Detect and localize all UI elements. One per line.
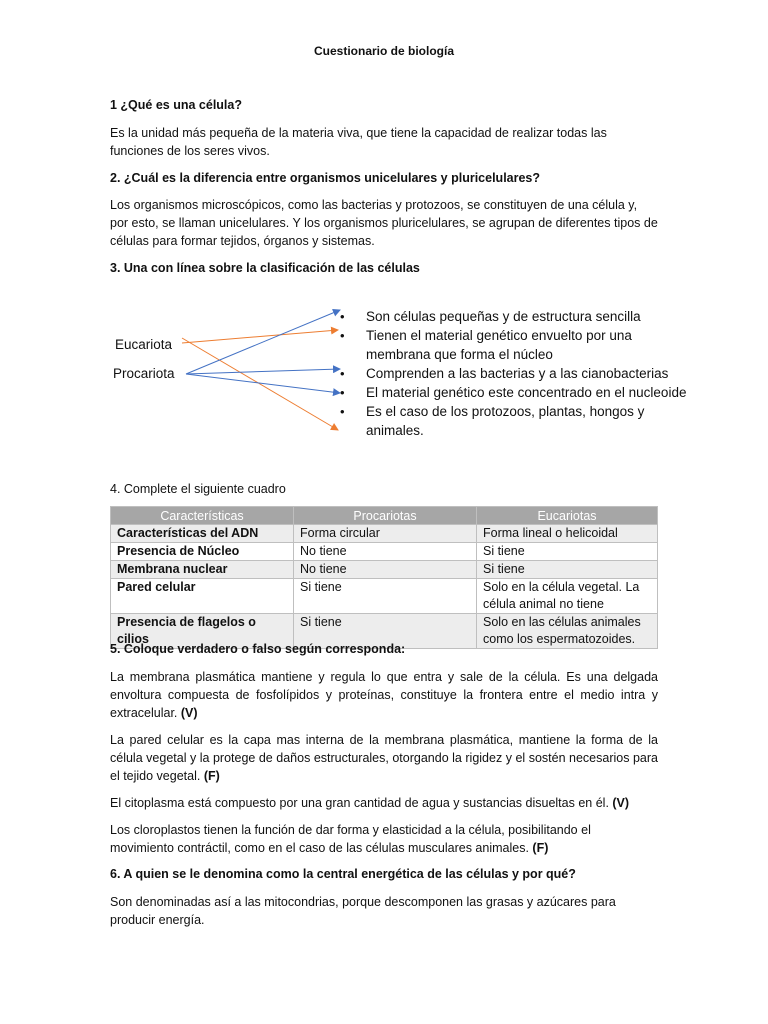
list-item <box>340 326 690 364</box>
question-4: 4. Complete el siguiente cuadro <box>110 482 286 496</box>
header-eucariotas: Eucariotas <box>477 507 658 525</box>
table-row <box>111 525 658 543</box>
cell-procariotas: No tiene <box>294 561 477 579</box>
tf-statement-text: La pared celular es la capa mas interna de la membrana plasmática, mantiene la forma de la célula vegetal y la protege de daños estructurales, otorgando la rigidez y el sostén necesarios para el tejido vegetal. <box>110 733 658 783</box>
row-header: Características del ADN <box>111 525 294 543</box>
cell-procariotas: No tiene <box>294 543 477 561</box>
question-1: 1 ¿Qué es una célula? <box>110 98 242 112</box>
tf-statement-text: El citoplasma está compuesto por una gran cantidad de agua y sustancias disueltas en él. <box>110 796 613 810</box>
row-header: Presencia de Núcleo <box>111 543 294 561</box>
label-procariota: Procariota <box>113 366 175 381</box>
cell-eucariotas: Si tiene <box>477 543 658 561</box>
tf-answer: (F) <box>203 769 220 783</box>
list-item-text: El material genético este concentrado en el nucleoide <box>366 385 687 400</box>
tf-answer: (V) <box>180 706 198 720</box>
list-item <box>340 364 690 383</box>
table-row <box>111 543 658 561</box>
list-item-text: Comprenden a las bacterias y a las cianobacterias <box>366 366 669 381</box>
list-item-text: Son células pequeñas y de estructura sencilla <box>366 309 641 324</box>
document-title: Cuestionario de biología <box>313 44 454 58</box>
cell-eucariotas: Solo en las células animales como los espermatozoides. <box>477 614 658 649</box>
header-procariotas: Procariotas <box>294 507 477 525</box>
line-procariota-to-nucleoide <box>186 374 340 393</box>
tf-statement-text: La membrana plasmática mantiene y regula lo que entra y sale de la célula. Es una delgada envoltura compuesta de fosfolípidos y proteínas, constituye la frontera entre el medio intra y extracelular. <box>110 670 658 720</box>
table-row <box>111 561 658 579</box>
header-caracteristicas: Características <box>111 507 294 525</box>
label-eucariota: Eucariota <box>115 337 173 352</box>
answer-6: Son denominadas así a las mitocondrias, porque descomponen las grasas y azúcares para producir energía. <box>110 895 616 927</box>
answer-1: Es la unidad más pequeña de la materia viva, que tiene la capacidad de realizar todas las funciones de los seres vivos. <box>110 126 607 158</box>
comparison-table <box>110 506 658 649</box>
question-5: 5. Coloque verdadero o falso según corresponda: <box>110 642 406 656</box>
tf-statement <box>110 821 658 857</box>
list-item-text: Tienen el material genético envuelto por una membrana que forma el núcleo <box>366 328 632 362</box>
line-procariota-to-bacterias <box>186 369 340 374</box>
line-eucariota-to-protozoos <box>182 338 338 430</box>
bullet-glyph: • <box>340 309 345 324</box>
list-item <box>340 402 690 440</box>
question-3: 3. Una con línea sobre la clasificación de las células <box>110 261 420 275</box>
tf-answer: (V) <box>612 796 630 810</box>
list-item-text: Es el caso de los protozoos, plantas, hongos y animales. <box>366 404 645 438</box>
bullet-glyph: • <box>340 404 345 419</box>
list-item <box>340 383 690 402</box>
bullet-glyph: • <box>340 385 345 400</box>
row-header: Membrana nuclear <box>111 561 294 579</box>
row-header: Presencia de flagelos o cilios <box>111 614 294 649</box>
list-item <box>340 307 690 326</box>
bullet-glyph: • <box>340 328 345 343</box>
classification-list <box>340 307 690 440</box>
tf-statement-text: Los cloroplastos tienen la función de dar forma y elasticidad a la célula, posibilitando el movimiento contráctil, como en el caso de las células musculares animales. <box>110 823 591 855</box>
tf-answer: (F) <box>532 841 549 855</box>
line-procariota-to-pequenas <box>186 310 340 374</box>
cell-procariotas: Si tiene <box>294 579 477 614</box>
cell-procariotas: Si tiene <box>294 614 477 649</box>
question-2: 2. ¿Cuál es la diferencia entre organismos unicelulares y pluricelulares? <box>110 171 541 185</box>
table-row <box>111 579 658 614</box>
cell-procariotas: Forma circular <box>294 525 477 543</box>
answer-2: Los organismos microscópicos, como las bacterias y protozoos, se constituyen de una célula y, por esto, se llaman unicelulares. Y los organismos pluricelulares, se agrupan de diferentes tipos de células para formar tejidos, órganos y sistemas. <box>110 198 658 248</box>
row-header: Pared celular <box>111 579 294 614</box>
bullet-glyph: • <box>340 366 345 381</box>
table-header-row <box>111 507 658 525</box>
cell-eucariotas: Si tiene <box>477 561 658 579</box>
tf-statement <box>110 668 658 722</box>
line-eucariota-to-nucleo <box>182 330 338 343</box>
tf-statement <box>110 731 658 785</box>
question-6: 6. A quien se le denomina como la central energética de las células y por qué? <box>110 867 576 881</box>
tf-statement <box>110 794 658 812</box>
cell-eucariotas: Forma lineal o helicoidal <box>477 525 658 543</box>
cell-eucariotas: Solo en la célula vegetal. La célula animal no tiene <box>477 579 658 614</box>
